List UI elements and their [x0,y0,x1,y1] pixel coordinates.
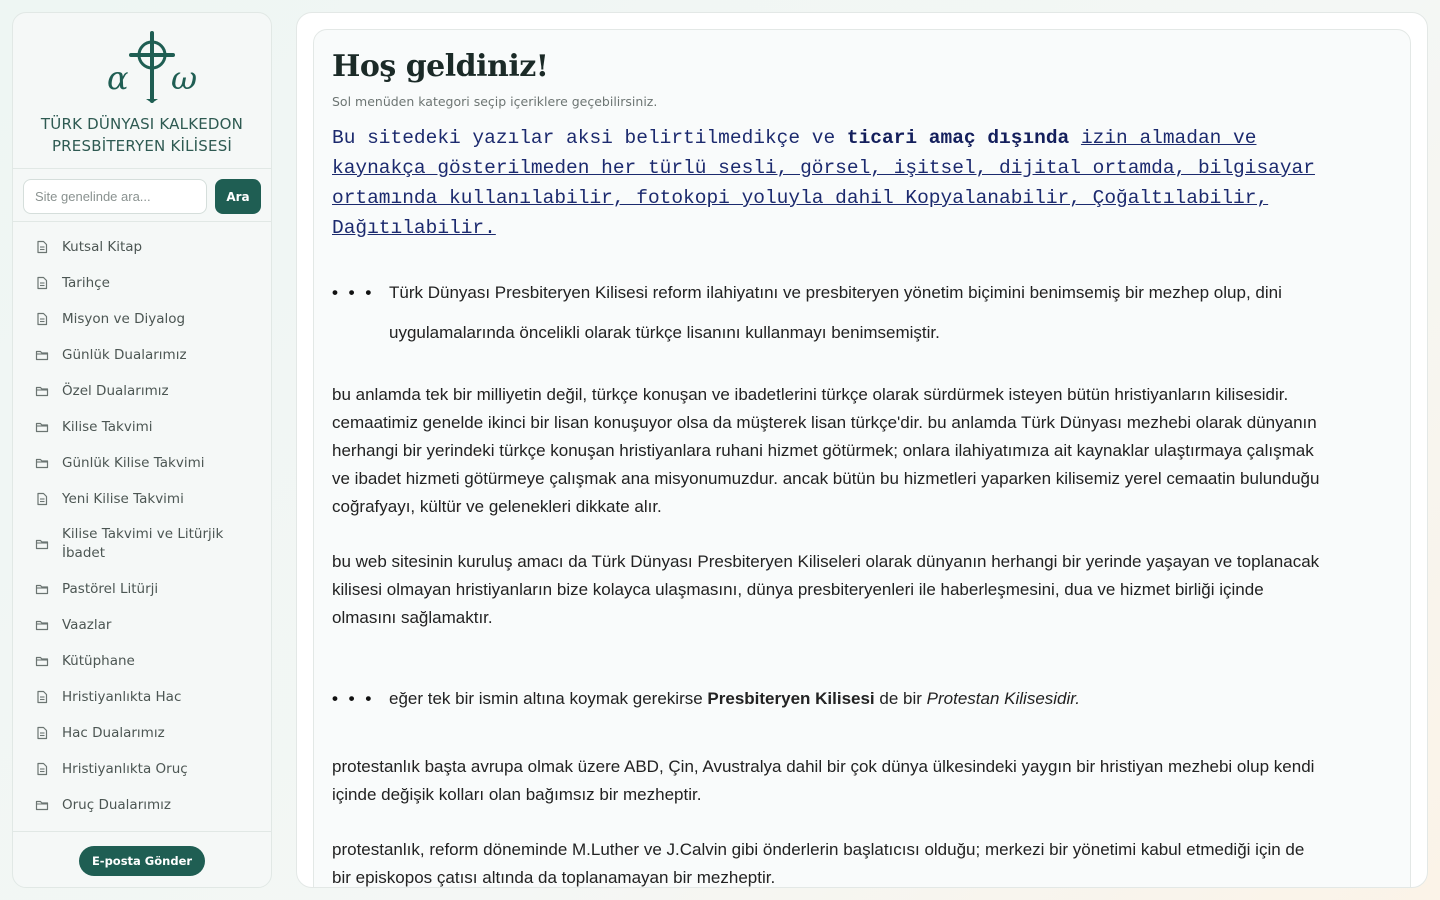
paragraph-intro [332,273,1322,353]
folder-icon [35,798,49,812]
sidebar-item[interactable] [13,409,271,445]
p4-middle: de bir [874,689,927,708]
sidebar-item[interactable] [13,787,271,823]
sidebar-item[interactable] [13,445,271,481]
sidebar-item-label: Tarihçe [62,274,110,291]
search-bar [23,179,263,215]
sidebar-item-label: Özel Dualarımız [62,382,169,399]
site-title-line1: TÜRK DÜNYASI KALKEDON [40,115,244,133]
notice-text: Bu sitedeki yazılar aksi belirtilmedikçe ve [332,127,847,149]
notice-underlined: izin almadan ve kaynakça gösterilmeden her türlü sesli, görsel, işitsel, dijital ortamda, bilgisayar ortamında kullanılabilir, fotokopi yoluyla dahil Kopyalanabilir, Çoğaltılabilir, Dağıtılabilir. [332,127,1315,239]
p4-italic: Protestan Kilisesidir. [926,689,1081,708]
folder-icon [35,456,49,470]
sidebar-item[interactable] [13,229,271,265]
bullet-dots: • • • [332,283,375,302]
p4-before: eğer tek bir ismin altına koymak gerekirse [389,689,708,708]
sidebar-item[interactable] [13,751,271,787]
folder-icon [35,537,49,551]
sidebar-item-label: Kütüphane [62,652,135,669]
p4-bold: Presbiteryen Kilisesi [707,689,875,708]
alpha-omega-cross-logo[interactable] [97,31,207,105]
paragraph-protestant [332,685,1322,713]
search-button[interactable]: Ara [215,179,261,214]
sidebar-item[interactable] [13,679,271,715]
sidebar-nav [13,229,271,823]
brand-header [13,13,271,169]
site-title [13,113,271,157]
sidebar-item[interactable] [13,571,271,607]
document-icon [35,690,49,704]
article [332,48,1322,888]
alpha-glyph: α [107,59,129,97]
sidebar [12,12,272,888]
folder-icon [35,348,49,362]
sidebar-item-label: Günlük Kilise Takvimi [62,454,205,471]
bullet-dots-2: • • • [332,689,375,708]
folder-icon [35,420,49,434]
main-panel [296,12,1428,888]
document-icon [35,312,49,326]
folder-icon [35,384,49,398]
sidebar-item[interactable] [13,301,271,337]
sidebar-item[interactable] [13,517,271,571]
page-subtitle: Sol menüden kategori seçip içeriklere geçebilirsiniz. [332,94,658,109]
sidebar-item[interactable] [13,607,271,643]
sidebar-item[interactable] [13,715,271,751]
sidebar-item-label: Hristiyanlıkta Hac [62,688,182,705]
sidebar-item-label: Yeni Kilise Takvimi [62,490,184,507]
document-icon [35,492,49,506]
sidebar-item[interactable] [13,337,271,373]
sidebar-item-label: Hac Dualarımız [62,724,165,741]
paragraph-reform: protestanlık, reform döneminde M.Luther ve J.Calvin gibi önderlerin başlatıcısı olduğu; merkezi bir yönetimi kabul etmediği için de bir episkopos çatısı altında da toplanamayan bir mezheptir. [332,840,1305,887]
sidebar-footer [13,831,271,888]
omega-glyph: ω [171,59,198,97]
site-title-line2: PRESBİTERYEN KİLİSESİ [51,137,233,155]
copyright-notice [332,123,1322,243]
sidebar-item-label: Kilise Takvimi ve Litürjik İbadet [62,526,224,561]
sidebar-item[interactable] [13,481,271,517]
search-input[interactable] [23,179,207,214]
folder-icon [35,654,49,668]
sidebar-item[interactable] [13,373,271,409]
sidebar-item-label: Kilise Takvimi [62,418,153,435]
paragraph-mission: bu anlamda tek bir milliyetin değil, türkçe konuşan ve ibadetlerini türkçe olarak sürdürmek isteyen bütün hristiyanların kilisesidir. cemaatimiz genelde ikinci bir lisan konuşuyor olsa da müşterek lisan türkçe'dir. bu anlamda Türk Dünyası mezhebi olarak dünyanın herhangi bir yerindeki türkçe konuşan hristiyanlara ruhani hizmet götürmek; onlara ilahiyatımıza ait kaynaklar ulaştırmaya çalışmak ve ibadet hizmeti götürmeye çalışmak ana misyonumuzdur. ancak bütün bu hizmetleri yaparken kilisemiz yerel cemaatin bulunduğu coğrafyayı, kültür ve gelenekleri dikkate alır. [332,385,1320,516]
document-icon [35,240,49,254]
paragraph-protestantism: protestanlık başta avrupa olmak üzere ABD, Çin, Avustralya dahil bir çok dünya ülkesindeki yaygın bir hristiyan mezhebi olup kendi içinde değişik kolları olan bağımsız bir mezheptir. [332,757,1315,804]
sidebar-item-label: Kutsal Kitap [62,238,143,255]
nav-divider [13,221,271,222]
document-icon [35,276,49,290]
sidebar-item-label: Pastörel Litürji [62,580,159,597]
folder-icon [35,618,49,632]
send-email-button[interactable]: E-posta Gönder [79,846,205,876]
document-icon [35,726,49,740]
folder-icon [35,582,49,596]
sidebar-item-label: Misyon ve Diyalog [62,310,186,327]
sidebar-item-label: Hristiyanlıkta Oruç [62,760,188,777]
document-icon [35,762,49,776]
paragraph-protestant-text [389,685,1080,713]
sidebar-item-label: Günlük Dualarımız [62,346,187,363]
notice-bold: ticari amaç dışında [846,127,1070,149]
sidebar-item[interactable] [13,643,271,679]
sidebar-item-label: Oruç Dualarımız [62,796,171,813]
paragraph-intro-text: Türk Dünyası Presbiteryen Kilisesi reform ilahiyatını ve presbiteryen yönetim biçimini benimsemiş bir mezhep olup, dini uygulamalarında öncelikli olarak türkçe lisanını kullanmayı benimsemiştir. [389,283,1282,342]
page-title: Hoş geldiniz! [332,49,549,84]
notice-space [1069,127,1081,149]
sidebar-item[interactable] [13,265,271,301]
sidebar-item-label: Vaazlar [62,616,112,633]
paragraph-purpose: bu web sitesinin kuruluş amacı da Türk Dünyası Presbiteryen Kiliseleri olarak dünyanın herhangi bir yerinde yaşayan ve toplanacak kilisesi olmayan hristiyanların bize kolayca ulaşmasını, dünya presbiteryenleri ile haberleşmesini, dua ve hizmet birliği içinde olmasını sağlamaktır. [332,552,1320,627]
content-card [313,29,1411,888]
